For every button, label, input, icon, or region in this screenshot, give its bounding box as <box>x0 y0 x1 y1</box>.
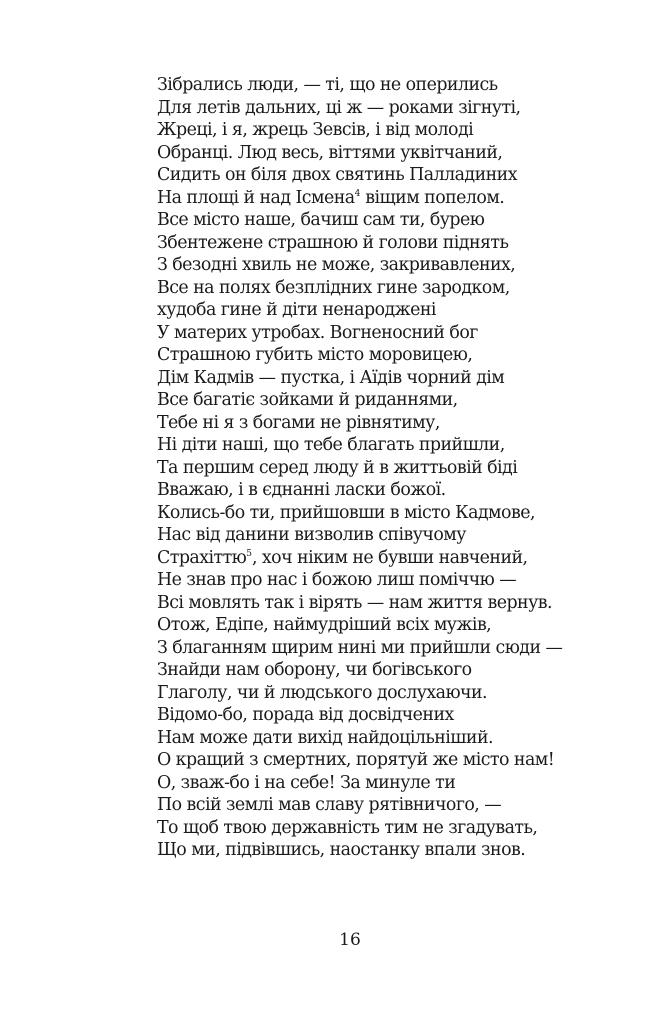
poem-line <box>157 592 577 615</box>
poem-line <box>157 704 577 727</box>
poem-line-text: Сидить он біля двох святинь Палладиних <box>157 165 517 185</box>
poem-line-text: Всі мовлять так і вірять — нам життя вернув. <box>157 592 553 613</box>
poem-line-text-continued: віщим попелом. <box>360 187 505 208</box>
poem-line-text: Глаголу, чи й людського дослухаючи. <box>157 682 488 703</box>
poem-line <box>157 839 577 862</box>
poem-line-text: Страхіттю <box>157 547 247 568</box>
poem-line-text: Для летів дальних, ці ж — роками зігнуті, <box>157 97 521 118</box>
poem-line-text: Зібрались люди, — ті, що не оперились <box>157 75 498 95</box>
poem-line-text: О кращий з смертних, порятуй же місто нам! <box>157 750 555 770</box>
poem-line-text: Та першим серед люду й в життьовій біді <box>157 457 518 478</box>
poem-line-text: Нас від данини визволив співучому <box>157 525 466 545</box>
poem-line <box>157 569 577 592</box>
poem-line <box>157 142 577 165</box>
poem-line-text: Нам може дати вихід найдоцільніший. <box>157 727 493 748</box>
poem-line <box>157 97 577 120</box>
poem-line <box>157 232 577 255</box>
poem-line <box>157 502 577 525</box>
poem-line <box>157 457 577 480</box>
poem-line-text: З безодні хвиль не може, закривавлених, <box>157 255 516 275</box>
poem-line <box>157 479 577 502</box>
poem-line-text: Колись-бо ти, прийшовши в місто Кадмове, <box>157 502 535 523</box>
poem-line-text: То щоб твою державність тим не згадувать, <box>157 817 538 838</box>
poem-line-text: Все багатіє зойками й риданнями, <box>157 390 458 410</box>
poem-line <box>157 794 577 817</box>
poem-line-text: З благанням щирим нині ми прийшли сюди — <box>157 637 563 658</box>
poem-line-text: худоба гине й діти ненароджені <box>157 300 436 320</box>
poem-line-text: Тебе ні я з богами не рівнятиму, <box>157 412 440 433</box>
poem-line <box>157 277 577 300</box>
poem-line <box>157 727 577 750</box>
poem-line <box>157 74 577 97</box>
poem-line <box>157 209 577 232</box>
poem-line-text: Обранці. Люд весь, віттями уквітчаний, <box>157 142 503 163</box>
poem-line <box>157 412 577 435</box>
poem-line <box>157 367 577 390</box>
poem-line-text: Знайди нам оборону, чи богівського <box>157 660 472 680</box>
poem-line <box>157 682 577 705</box>
poem-line-text: Страшною губить місто моровицею, <box>157 345 473 365</box>
poem-line <box>157 659 577 682</box>
poem-line <box>157 614 577 637</box>
page-number: 16 <box>339 930 361 950</box>
poem-line <box>157 344 577 367</box>
poem-line-text: Дім Кадмів — пустка, і Аїдів чорний дім <box>157 367 505 388</box>
poem-line-text: Ні діти наші, що тебе благать прийшли, <box>157 435 505 455</box>
poem-line-text: Все місто наше, бачиш сам ти, бурею <box>157 210 485 230</box>
poem-line <box>157 187 577 210</box>
poem-line-text: Отож, Едіпе, наймудріший всіх мужів, <box>157 615 492 635</box>
poem-line-text: Збентежене страшною й голови піднять <box>157 232 509 253</box>
poem-line-text: Вважаю, і в єднанні ласки божої. <box>157 480 446 500</box>
poem-line <box>157 299 577 322</box>
poem-line-text: У материх утробах. Вогненосний бог <box>157 322 478 343</box>
poem-line-text: Жреці, і я, жрець Зевсів, і від молоді <box>157 120 474 140</box>
poem-line-text: Не знав про нас і божою лиш поміччю — <box>157 570 517 590</box>
poem-line <box>157 254 577 277</box>
poem-line <box>157 524 577 547</box>
poem-line <box>157 164 577 187</box>
poem-line <box>157 637 577 660</box>
poem-line-text: Відомо-бо, порада від досвідчених <box>157 705 454 725</box>
poem-line-text: Що ми, підвівшись, наостанку впали знов. <box>157 840 526 860</box>
poem-line <box>157 772 577 795</box>
poem-line-text: По всій землі мав славу рятівничого, — <box>157 795 502 815</box>
poem-line <box>157 547 577 570</box>
poem-text <box>157 74 577 862</box>
poem-line <box>157 119 577 142</box>
poem-line-text: Все на полях безплідних гине зародком, <box>157 277 510 298</box>
poem-line <box>157 389 577 412</box>
poem-line-text: О, зваж-бо і на себе! За минуле ти <box>157 772 456 793</box>
footnote-marker[interactable]: 4 <box>354 188 361 199</box>
poem-line <box>157 817 577 840</box>
poem-line <box>157 322 577 345</box>
poem-line <box>157 749 577 772</box>
poem-line-text: На площі й над Ісмена <box>157 187 355 208</box>
poem-line <box>157 434 577 457</box>
poem-line-text-continued: , хоч ніким не бувши навчений, <box>251 547 528 568</box>
footnote-marker[interactable]: 5 <box>246 548 252 559</box>
